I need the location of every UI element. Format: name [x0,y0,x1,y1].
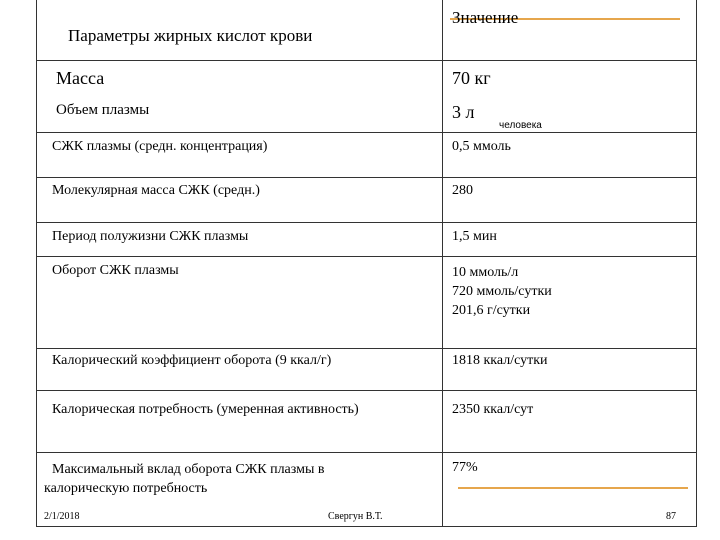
param-cell: Масса [56,68,105,88]
value-cell: 3 л [452,102,475,122]
table-border-left [36,0,37,527]
row-divider [36,452,697,453]
row-divider [36,348,697,349]
value-cell-multiline [452,263,552,320]
table-column-divider [442,0,443,527]
param-cell: Калорическая потребность (умеренная активность) [52,402,359,417]
value-line: 201,6 г/сутки [452,303,531,318]
param-line: калорическую потребность [44,481,208,496]
value-cell: 280 [452,183,473,198]
param-cell: Объем плазмы [56,102,150,118]
row-divider [36,177,697,178]
value-note: человека [499,120,542,131]
param-cell: Калорический коэффициент оборота (9 ккал/г) [52,353,332,368]
table-border-bottom [36,526,697,527]
footer-page-number: 87 [666,511,676,522]
row-divider [36,222,697,223]
value-cell: 70 кг [452,68,491,88]
param-cell-multiline [44,460,324,498]
value-cell: 1,5 мин [452,229,497,244]
footer-author: Свергун В.Т. [328,511,383,522]
param-line: Максимальный вклад оборота СЖК плазмы в [52,462,325,477]
row-divider [36,60,697,61]
row-divider [36,390,697,391]
param-cell: СЖК плазмы (средн. концентрация) [52,139,268,154]
value-line: 10 ммоль/л [452,265,519,280]
param-cell: Оборот СЖК плазмы [52,263,179,278]
header-param-label: Параметры жирных кислот крови [68,26,313,45]
value-cell: 1818 ккал/сутки [452,353,548,368]
row-divider [36,256,697,257]
value-cell: 0,5 ммоль [452,139,511,154]
header-value-label: Значение [452,8,519,27]
table-border-right [696,0,697,527]
footer-date: 2/1/2018 [44,511,80,522]
param-cell: Молекулярная масса СЖК (средн.) [52,183,260,198]
value-cell: 2350 ккал/сут [452,402,534,417]
row-divider [36,132,697,133]
accent-line-bottom [458,487,688,489]
param-cell: Период полужизни СЖК плазмы [52,229,249,244]
value-cell: 77% [452,460,478,475]
value-line: 720 ммоль/сутки [452,284,552,299]
